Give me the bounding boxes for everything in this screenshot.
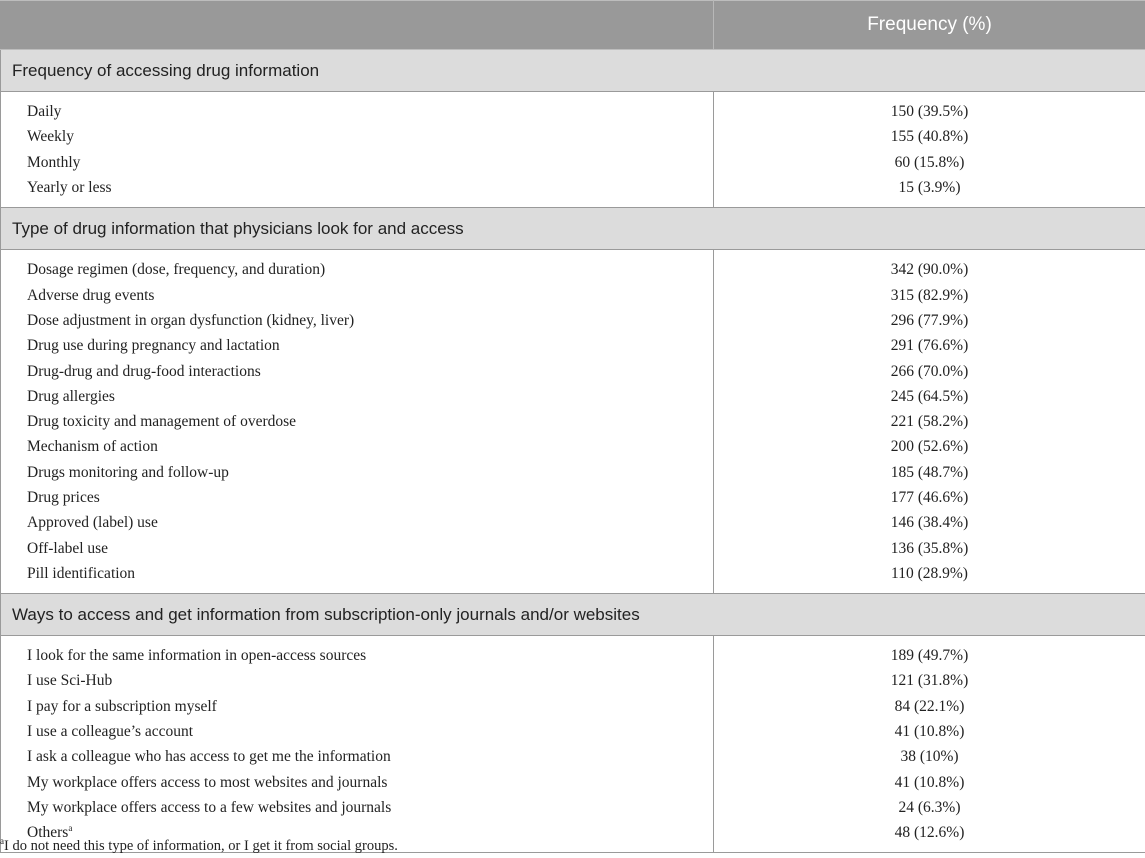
table-row <box>1 150 1145 175</box>
row-value: 136 (35.8%) <box>714 535 1145 560</box>
section-header-row <box>1 208 1145 250</box>
table-row <box>1 92 1145 125</box>
footnote <box>0 838 398 855</box>
header-frequency: Frequency (%) <box>714 1 1145 50</box>
row-label: Daily <box>27 103 62 121</box>
row-label: Yearly or less <box>27 179 112 197</box>
row-label-cell <box>1 770 714 795</box>
table-row <box>1 770 1145 795</box>
row-label: Weekly <box>27 128 74 146</box>
row-value: 189 (49.7%) <box>714 636 1145 669</box>
table-row <box>1 744 1145 769</box>
row-value: 60 (15.8%) <box>714 150 1145 175</box>
row-label-cell <box>1 308 714 333</box>
row-value: 342 (90.0%) <box>714 250 1145 283</box>
row-label-cell <box>1 175 714 208</box>
table-row <box>1 636 1145 669</box>
row-label: Drug-drug and drug-food interactions <box>27 362 261 380</box>
row-label: Mechanism of action <box>27 438 158 456</box>
row-value: 15 (3.9%) <box>714 175 1145 208</box>
table-row <box>1 694 1145 719</box>
row-label: I use a colleague’s account <box>27 723 194 741</box>
table-row <box>1 175 1145 208</box>
row-value: 245 (64.5%) <box>714 384 1145 409</box>
table-row <box>1 535 1145 560</box>
row-value: 41 (10.8%) <box>714 770 1145 795</box>
table-row <box>1 308 1145 333</box>
row-label-cell <box>1 250 714 283</box>
table-row <box>1 333 1145 358</box>
row-label-cell <box>1 636 714 669</box>
section-title: Type of drug information that physicians look for and access <box>1 208 1145 250</box>
row-label-cell <box>1 358 714 383</box>
row-label-cell <box>1 561 714 594</box>
row-label-cell <box>1 694 714 719</box>
table-row <box>1 124 1145 149</box>
row-label-cell <box>1 535 714 560</box>
table-row <box>1 668 1145 693</box>
row-label-cell <box>1 333 714 358</box>
table-row <box>1 561 1145 594</box>
row-value: 150 (39.5%) <box>714 92 1145 125</box>
row-value: 315 (82.9%) <box>714 282 1145 307</box>
section-header-row <box>1 50 1145 92</box>
row-label-cell <box>1 485 714 510</box>
footnote-marker: a <box>0 836 4 847</box>
table-row <box>1 384 1145 409</box>
row-label-cell <box>1 668 714 693</box>
row-value: 221 (58.2%) <box>714 409 1145 434</box>
row-value: 291 (76.6%) <box>714 333 1145 358</box>
section-title: Frequency of accessing drug information <box>1 50 1145 92</box>
row-label-cell <box>1 744 714 769</box>
row-label: I ask a colleague who has access to get me the information <box>27 748 391 766</box>
row-value: 266 (70.0%) <box>714 358 1145 383</box>
row-label: Off-label use <box>27 539 109 557</box>
footnote-marker: a <box>68 823 73 834</box>
table-row <box>1 719 1145 744</box>
row-label: Dose adjustment in organ dysfunction (kidney, liver) <box>27 311 355 329</box>
row-label: I pay for a subscription myself <box>27 697 217 715</box>
row-label-cell <box>1 150 714 175</box>
table-row <box>1 795 1145 820</box>
table-row <box>1 510 1145 535</box>
table-row <box>1 409 1145 434</box>
table-row <box>1 434 1145 459</box>
row-value: 48 (12.6%) <box>714 820 1145 853</box>
row-label: Drug toxicity and management of overdose <box>27 413 297 431</box>
section-header-row <box>1 594 1145 636</box>
row-label-cell <box>1 795 714 820</box>
row-value: 155 (40.8%) <box>714 124 1145 149</box>
row-label-cell <box>1 124 714 149</box>
table-row <box>1 460 1145 485</box>
row-value: 41 (10.8%) <box>714 719 1145 744</box>
row-label: Approved (label) use <box>27 514 158 532</box>
row-label: Others <box>27 824 69 842</box>
row-value: 146 (38.4%) <box>714 510 1145 535</box>
table-body <box>1 50 1145 853</box>
row-value: 24 (6.3%) <box>714 795 1145 820</box>
header-blank-cell <box>1 1 714 50</box>
row-label-cell <box>1 434 714 459</box>
row-label-cell <box>1 460 714 485</box>
row-label-cell <box>1 384 714 409</box>
row-label: My workplace offers access to most websites and journals <box>27 773 388 791</box>
row-label: I use Sci-Hub <box>27 672 113 690</box>
row-label: Pill identification <box>27 564 136 582</box>
table-row <box>1 358 1145 383</box>
row-label: Dosage regimen (dose, frequency, and duration) <box>27 261 326 279</box>
row-label: Monthly <box>27 153 81 171</box>
row-value: 200 (52.6%) <box>714 434 1145 459</box>
row-value: 296 (77.9%) <box>714 308 1145 333</box>
row-value: 177 (46.6%) <box>714 485 1145 510</box>
row-label: My workplace offers access to a few websites and journals <box>27 798 392 816</box>
footnote-text: I do not need this type of information, or I get it from social groups. <box>4 838 398 854</box>
table-row <box>1 282 1145 307</box>
table-row <box>1 485 1145 510</box>
table-header-row <box>1 1 1145 50</box>
row-label: Drugs monitoring and follow-up <box>27 463 229 481</box>
row-label-cell <box>1 282 714 307</box>
row-label: I look for the same information in open-access sources <box>27 647 367 665</box>
row-label: Drug allergies <box>27 387 115 405</box>
row-label-cell <box>1 92 714 125</box>
row-label: Drug use during pregnancy and lactation <box>27 337 280 355</box>
row-label-cell <box>1 719 714 744</box>
row-value: 38 (10%) <box>714 744 1145 769</box>
table-row <box>1 250 1145 283</box>
row-value: 185 (48.7%) <box>714 460 1145 485</box>
row-label-cell <box>1 409 714 434</box>
row-label: Drug prices <box>27 489 100 506</box>
row-value: 121 (31.8%) <box>714 668 1145 693</box>
row-label: Adverse drug events <box>27 286 155 304</box>
row-label-cell <box>1 510 714 535</box>
row-value: 84 (22.1%) <box>714 694 1145 719</box>
row-value: 110 (28.9%) <box>714 561 1145 594</box>
section-title: Ways to access and get information from subscription-only journals and/or websites <box>1 594 1145 636</box>
